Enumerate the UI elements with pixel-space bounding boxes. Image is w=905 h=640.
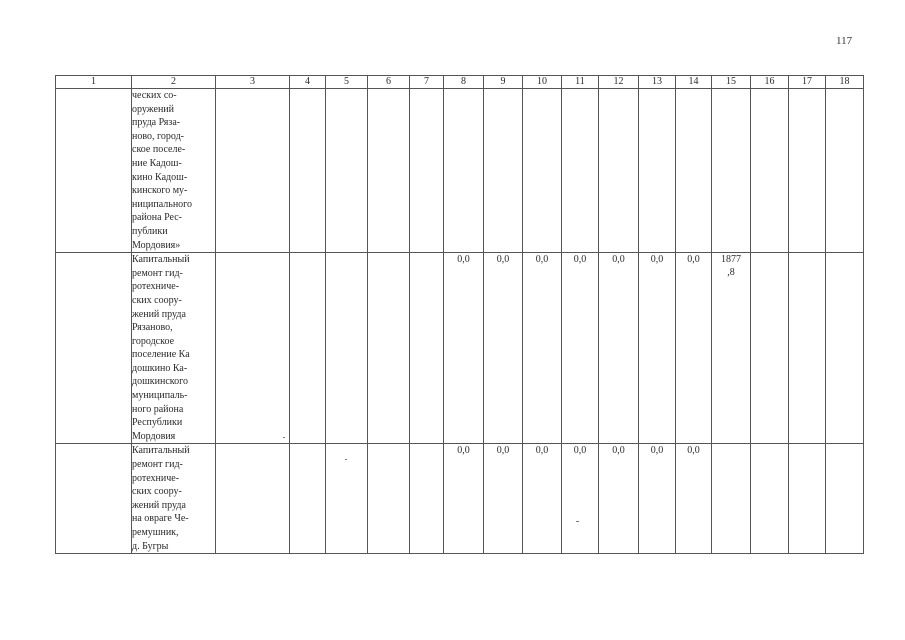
table-cell: 0,0 <box>599 444 639 554</box>
table-cell: 0,0 <box>523 253 562 444</box>
table-cell <box>56 89 132 253</box>
table-cell <box>789 89 826 253</box>
table-cell <box>444 89 484 253</box>
column-header-3: 3 <box>216 76 290 89</box>
table-cell <box>712 444 751 554</box>
data-table <box>55 75 864 554</box>
column-header-7: 7 <box>410 76 444 89</box>
table-cell <box>523 89 562 253</box>
table-cell <box>712 89 751 253</box>
column-header-15: 15 <box>712 76 751 89</box>
column-header-14: 14 <box>676 76 712 89</box>
table-cell <box>826 253 864 444</box>
column-header-6: 6 <box>368 76 410 89</box>
table-cell <box>216 253 290 444</box>
table-cell <box>56 444 132 554</box>
column-header-17: 17 <box>789 76 826 89</box>
table-cell: 1877 ,8 <box>712 253 751 444</box>
table-cell <box>789 444 826 554</box>
column-header-9: 9 <box>484 76 523 89</box>
table-cell <box>410 89 444 253</box>
column-header-4: 4 <box>290 76 326 89</box>
table-row <box>56 89 864 253</box>
table-cell <box>484 89 523 253</box>
scan-speck <box>283 437 285 438</box>
column-header-18: 18 <box>826 76 864 89</box>
column-header-16: 16 <box>751 76 789 89</box>
table-cell <box>599 89 639 253</box>
column-header-12: 12 <box>599 76 639 89</box>
scan-speck <box>576 521 579 522</box>
table-cell <box>751 253 789 444</box>
row-description: ческих со- оружений пруда Ряза- ново, город- ское поселе- ние Кадош- кино Кадош- кинского му- ниципального района Рес- публики Мордовия» <box>132 89 216 253</box>
table-cell <box>326 253 368 444</box>
table-cell <box>326 89 368 253</box>
table-cell: 0,0 <box>444 253 484 444</box>
row-description: Капитальный ремонт гид- ротехниче- ских соору- жений пруда на овраге Че- ремушник, д. Бугры <box>132 444 216 554</box>
table-cell: 0,0 <box>599 253 639 444</box>
table-cell <box>826 89 864 253</box>
column-header-1: 1 <box>56 76 132 89</box>
column-header-11: 11 <box>562 76 599 89</box>
table-cell <box>290 444 326 554</box>
table-cell <box>290 89 326 253</box>
table-cell <box>56 253 132 444</box>
table-cell <box>676 89 712 253</box>
column-header-2: 2 <box>132 76 216 89</box>
column-header-8: 8 <box>444 76 484 89</box>
table-cell <box>216 89 290 253</box>
table-cell <box>216 444 290 554</box>
page-number: 117 <box>836 35 853 47</box>
table-cell <box>639 89 676 253</box>
table-cell <box>562 89 599 253</box>
column-header-10: 10 <box>523 76 562 89</box>
table-cell <box>826 444 864 554</box>
scan-speck <box>345 459 347 460</box>
table-cell: 0,0 <box>523 444 562 554</box>
column-header-5: 5 <box>326 76 368 89</box>
table-cell: 0,0 <box>639 444 676 554</box>
table-cell: 0,0 <box>562 253 599 444</box>
table-cell <box>368 444 410 554</box>
table-cell <box>368 89 410 253</box>
table-cell: 0,0 <box>639 253 676 444</box>
table-row <box>56 253 864 444</box>
column-header-13: 13 <box>639 76 676 89</box>
table-cell <box>368 253 410 444</box>
table-cell <box>789 253 826 444</box>
table-cell <box>751 89 789 253</box>
table-cell <box>410 253 444 444</box>
table-cell: 0,0 <box>676 253 712 444</box>
table-cell <box>290 253 326 444</box>
table-cell: 0,0 <box>676 444 712 554</box>
table-cell: 0,0 <box>484 253 523 444</box>
table-cell <box>410 444 444 554</box>
table-row <box>56 444 864 554</box>
row-description: Капитальный ремонт гид- ротехниче- ских соору- жений пруда Рязаново, городское поселение Ка дошкино Ка- дошкинского муниципаль- ного района Республики Мордовия <box>132 253 216 444</box>
table-cell <box>326 444 368 554</box>
table-cell: 0,0 <box>562 444 599 554</box>
header-row <box>56 76 864 89</box>
table-cell: 0,0 <box>444 444 484 554</box>
table-cell <box>751 444 789 554</box>
table-cell: 0,0 <box>484 444 523 554</box>
